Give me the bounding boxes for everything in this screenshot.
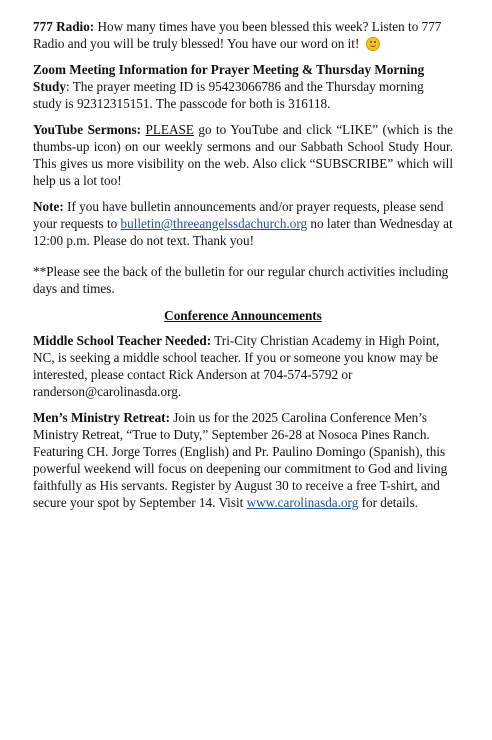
teacher-announcement xyxy=(33,332,453,400)
retreat-heading: Men’s Ministry Retreat: xyxy=(33,410,170,425)
youtube-please: PLEASE xyxy=(145,122,194,137)
teacher-heading: Middle School Teacher Needed: xyxy=(33,333,212,348)
zoom-announcement xyxy=(33,61,453,112)
bulletin-page xyxy=(33,18,453,520)
carolinasda-link[interactable]: www.carolinasda.org xyxy=(246,495,359,510)
conference-title: Conference Announcements xyxy=(164,308,322,323)
zoom-heading: Zoom Meeting Information for Prayer Meeting & Thursday Morning Study xyxy=(33,62,425,94)
youtube-heading: YouTube Sermons: xyxy=(33,122,142,137)
note-announcement xyxy=(33,198,453,249)
smiley-icon xyxy=(366,37,380,51)
back-note: **Please see the back of the bulletin for our regular church activities including days and times. xyxy=(33,264,449,296)
radio-heading: 777 Radio: xyxy=(33,19,95,34)
note-text-before: If you have bulletin announcements and/or prayer requests, please send your requests to xyxy=(33,199,444,231)
retreat-announcement xyxy=(33,409,453,511)
radio-announcement xyxy=(33,18,453,52)
note-text-after: no later than Wednesday at 12:00 p.m. Please do not text. Thank you! xyxy=(33,216,453,248)
radio-text: How many times have you been blessed this week? Listen to 777 Radio and you will be truly blessed! You have our word on it! xyxy=(33,19,442,51)
retreat-text-before: Join us for the 2025 Carolina Conference Men’s Ministry Retreat, “True to Duty,” September 26-28 at Nosoca Pines Ranch. Featuring CH. Jorge Torres (English) and Pr. Paulino Domingo (Spanish), this powerful weekend will focus on deepening our commitment to God and living faithfully as His servants. Register by August 30 to receive a free T-shirt, and secure your spot by September 14. Visit xyxy=(33,410,448,510)
retreat-text-after: for details. xyxy=(361,495,419,510)
note-heading: Note: xyxy=(33,199,64,214)
bulletin-email-link[interactable]: bulletin@threeangelssdachurch.org xyxy=(120,216,308,231)
teacher-text: Tri-City Christian Academy in High Point, NC, is seeking a middle school teacher. If you or someone you know may be interested, please contact Rick Anderson at 704-574-5792 or randerson@carolinasda.org. xyxy=(33,333,440,399)
zoom-text: : The prayer meeting ID is 95423066786 and the Thursday morning study is 92312315151. The passcode for both is 316118. xyxy=(33,79,424,111)
youtube-announcement xyxy=(33,121,453,189)
youtube-text: go to YouTube and click “LIKE” (which is the thumbs-up icon) on our weekly sermons and our Sabbath School Study Hour. This gives us more visibility on the web. Also click “SUBSCRIBE” which will help us a lot too! xyxy=(33,122,453,188)
